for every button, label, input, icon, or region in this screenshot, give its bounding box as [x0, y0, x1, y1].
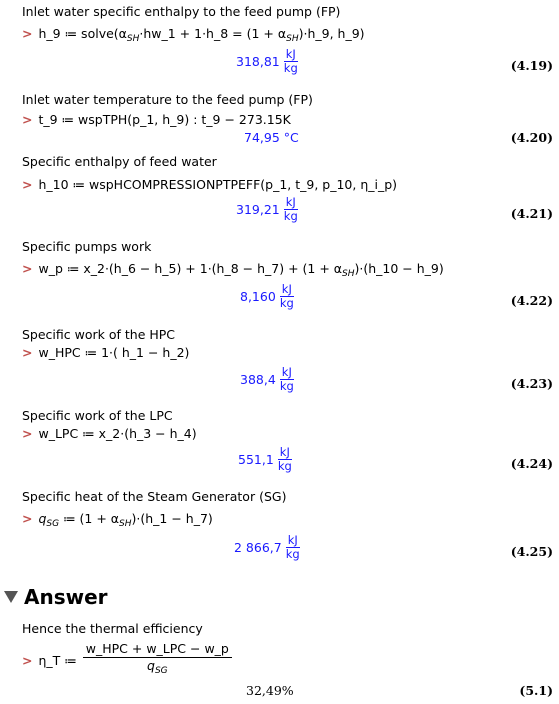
unit-num: kJ — [285, 195, 296, 209]
cmd-sub: SH — [119, 519, 132, 529]
eq-number: (4.25) — [510, 544, 553, 559]
unit-den: kg — [279, 379, 294, 393]
command-line-5-1[interactable] — [22, 641, 232, 679]
heading-4-21: Specific enthalpy of feed water — [22, 154, 217, 169]
unit-fraction — [284, 48, 298, 75]
result-value: 8,160 — [240, 289, 276, 304]
prompt-icon: > — [22, 26, 33, 41]
answer-value: 32,49% — [246, 683, 294, 698]
command-line-4-21[interactable] — [22, 177, 397, 192]
fraction-denominator: $q_{SG}$ — [147, 658, 168, 676]
cmd-text: w_LPC ≔ x_2·(h_3 − h_4) — [38, 426, 197, 441]
result-4-23 — [240, 366, 294, 393]
heading-4-24: Specific work of the LPC — [22, 408, 173, 423]
unit-num: kJ — [279, 445, 290, 459]
cmd-text: q — [38, 511, 47, 526]
cmd-sub: SH — [286, 34, 299, 44]
result-4-25 — [234, 534, 300, 561]
cmd-text: w_HPC ≔ 1·( h_1 − h_2) — [38, 345, 190, 360]
eq-number: (5.1) — [519, 683, 553, 698]
result-value: 74,95 °C — [244, 130, 299, 145]
collapse-triangle-icon[interactable] — [4, 591, 18, 603]
unit-num: kJ — [281, 365, 292, 379]
answer-section-toggle[interactable] — [2, 585, 108, 609]
cmd-text: w_p ≔ x_2·(h_6 − h_5) + 1·(h_8 − h_7) + (1 + α — [38, 261, 343, 276]
unit-fraction — [278, 446, 292, 473]
cmd-text: )·(h_10 − h_9) — [354, 261, 444, 276]
unit-den: kg — [277, 459, 292, 473]
cmd-text: ·hw_1 + 1·h_8 = (1 + α — [139, 26, 287, 41]
heading-4-22: Specific pumps work — [22, 239, 152, 254]
heading-4-19: Inlet water specific enthalpy to the feed pump (FP) — [22, 4, 341, 19]
command-line-4-20[interactable] — [22, 112, 291, 127]
cmd-sub: SH — [342, 269, 355, 279]
result-value: 388,4 — [240, 372, 276, 387]
efficiency-fraction — [83, 641, 232, 679]
unit-num: kJ — [287, 533, 298, 547]
result-4-24 — [238, 446, 292, 473]
answer-title: Answer — [24, 585, 108, 609]
cmd-text: η_T ≔ — [38, 652, 77, 668]
heading-4-23: Specific work of the HPC — [22, 327, 176, 342]
unit-fraction — [280, 283, 294, 310]
eq-number: (4.23) — [510, 376, 553, 391]
unit-den: kg — [285, 547, 300, 561]
eq-number: (4.21) — [510, 206, 553, 221]
eq-number: (4.24) — [510, 456, 553, 471]
heading-4-25: Specific heat of the Steam Generator (SG) — [22, 489, 287, 504]
command-line-4-22[interactable] — [22, 261, 444, 279]
prompt-icon: > — [22, 426, 33, 441]
cmd-text: t_9 ≔ wspTPH(p_1, h_9) : t_9 − 273.15K — [38, 112, 291, 127]
result-value: 318,81 — [236, 54, 280, 69]
result-4-22 — [240, 283, 294, 310]
cmd-text: )·h_9, h_9) — [298, 26, 365, 41]
prompt-icon: > — [22, 652, 33, 668]
result-4-20 — [244, 130, 299, 145]
command-line-4-23[interactable] — [22, 345, 189, 360]
command-line-4-25[interactable] — [22, 511, 213, 529]
unit-den: kg — [283, 61, 298, 75]
result-value: 2 866,7 — [234, 540, 282, 555]
unit-fraction — [286, 534, 300, 561]
prompt-icon: > — [22, 112, 33, 127]
result-value: 319,21 — [236, 202, 280, 217]
cmd-sub: SH — [126, 34, 140, 44]
answer-heading: Hence the thermal efficiency — [22, 621, 203, 636]
eq-number: (4.22) — [510, 293, 553, 308]
unit-den: kg — [283, 209, 298, 223]
eq-number: (4.19) — [510, 58, 553, 73]
eq-number: (4.20) — [510, 130, 553, 145]
unit-fraction — [284, 196, 298, 223]
prompt-icon: > — [22, 177, 33, 192]
cmd-text: ≔ (1 + α — [59, 511, 120, 526]
cmd-text: h_10 ≔ wspHCOMPRESSIONPTPEFF(p_1, t_9, p_10, η_i_p) — [38, 177, 398, 192]
heading-4-20: Inlet water temperature to the feed pump (FP) — [22, 92, 313, 107]
result-4-21 — [236, 196, 298, 223]
cmd-text: h_9 ≔ solve(α — [38, 26, 127, 41]
unit-fraction — [280, 366, 294, 393]
unit-num: kJ — [285, 47, 296, 61]
result-value: 551,1 — [238, 452, 274, 467]
prompt-icon: > — [22, 261, 33, 276]
prompt-icon: > — [22, 345, 33, 360]
unit-den: kg — [279, 296, 294, 310]
command-line-4-24[interactable] — [22, 426, 197, 441]
result-4-19 — [236, 48, 298, 75]
fraction-numerator: w_HPC + w_LPC − w_p — [83, 641, 232, 658]
unit-num: kJ — [281, 282, 292, 296]
cmd-text: )·(h_1 − h_7) — [131, 511, 213, 526]
command-line-4-19[interactable] — [22, 26, 365, 44]
cmd-sub: SG — [46, 519, 60, 529]
prompt-icon: > — [22, 511, 33, 526]
